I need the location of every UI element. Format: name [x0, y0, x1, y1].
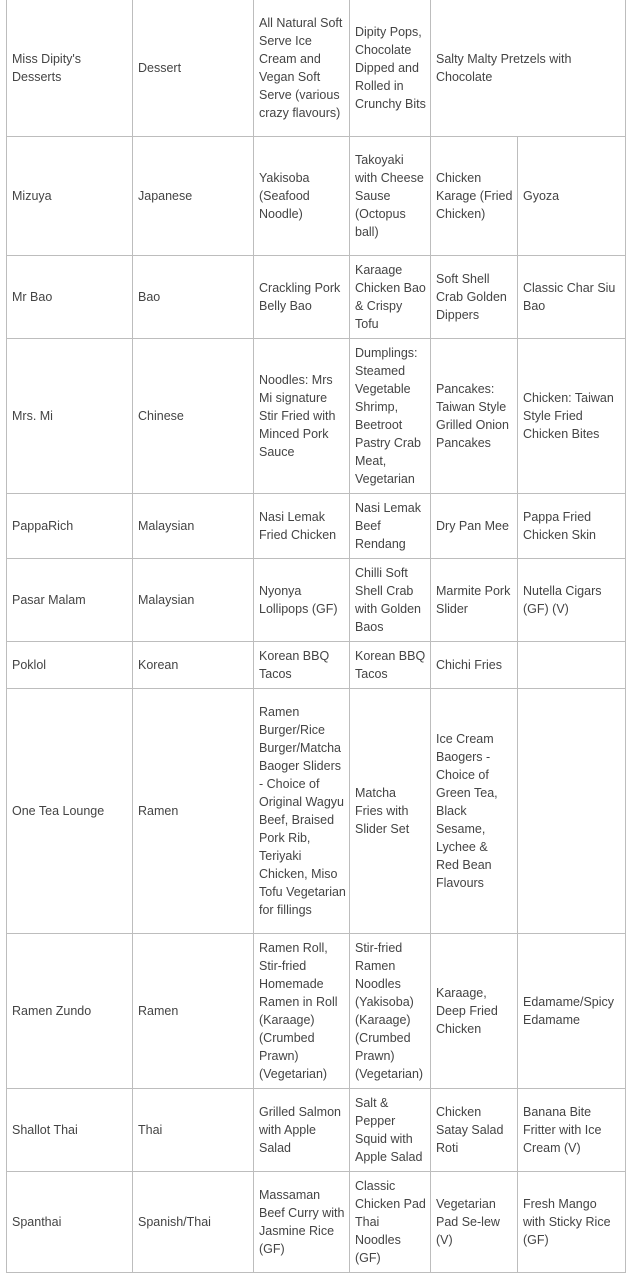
menu-item-cell: Korean BBQ Tacos	[254, 641, 350, 688]
menu-item-cell: Banana Bite Fritter with Ice Cream (V)	[518, 1088, 626, 1171]
vendor-name-cell: Mrs. Mi	[7, 338, 133, 493]
menu-item-cell: Yakisoba (Seafood Noodle)	[254, 136, 350, 255]
table-row	[7, 688, 626, 933]
table-row	[7, 136, 626, 255]
menu-item-cell: Salty Malty Pretzels with Chocolate	[431, 0, 626, 136]
cuisine-cell: Spanish/Thai	[133, 1171, 254, 1272]
vendor-name-cell: Mizuya	[7, 136, 133, 255]
menu-item-cell: Korean BBQ Tacos	[350, 641, 431, 688]
menu-item-cell: Classic Chicken Pad Thai Noodles (GF)	[350, 1171, 431, 1272]
vendor-name-cell: Ramen Zundo	[7, 933, 133, 1088]
table-row	[7, 641, 626, 688]
menu-item-cell: Grilled Salmon with Apple Salad	[254, 1088, 350, 1171]
menu-item-cell: Matcha Fries with Slider Set	[350, 688, 431, 933]
menu-item-cell: Massaman Beef Curry with Jasmine Rice (GF)	[254, 1171, 350, 1272]
menu-item-cell: Gyoza	[518, 136, 626, 255]
vendor-name-cell: Miss Dipity's Desserts	[7, 0, 133, 136]
menu-item-cell: Edamame/Spicy Edamame	[518, 933, 626, 1088]
menu-item-cell: Marmite Pork Slider	[431, 558, 518, 641]
menu-item-cell: Nutella Cigars (GF) (V)	[518, 558, 626, 641]
menu-item-cell: Dry Pan Mee	[431, 493, 518, 558]
cuisine-cell: Chinese	[133, 338, 254, 493]
menu-item-cell: Chicken Satay Salad Roti	[431, 1088, 518, 1171]
cuisine-cell: Bao	[133, 255, 254, 338]
table-row	[7, 558, 626, 641]
menu-item-cell: All Natural Soft Serve Ice Cream and Vegan Soft Serve (various crazy flavours)	[254, 0, 350, 136]
cuisine-cell: Malaysian	[133, 493, 254, 558]
cuisine-cell: Malaysian	[133, 558, 254, 641]
menu-item-cell: Ramen Roll, Stir-fried Homemade Ramen in Roll (Karaage) (Crumbed Prawn) (Vegetarian)	[254, 933, 350, 1088]
vendor-name-cell: One Tea Lounge	[7, 688, 133, 933]
menu-item-cell: Noodles: Mrs Mi signature Stir Fried with Minced Pork Sauce	[254, 338, 350, 493]
menu-item-cell: Crackling Pork Belly Bao	[254, 255, 350, 338]
table-row	[7, 933, 626, 1088]
menu-item-cell: Fresh Mango with Sticky Rice (GF)	[518, 1171, 626, 1272]
table-row	[7, 493, 626, 558]
vendor-name-cell: Pasar Malam	[7, 558, 133, 641]
table-body	[7, 0, 626, 1272]
menu-item-cell	[518, 641, 626, 688]
menu-item-cell: Karaage Chicken Bao & Crispy Tofu	[350, 255, 431, 338]
menu-item-cell: Ramen Burger/Rice Burger/Matcha Baoger Sliders - Choice of Original Wagyu Beef, Braised Pork Rib, Teriyaki Chicken, Miso Tofu Vegetarian for fillings	[254, 688, 350, 933]
cuisine-cell: Japanese	[133, 136, 254, 255]
menu-item-cell: Soft Shell Crab Golden Dippers	[431, 255, 518, 338]
menu-item-cell: Vegetarian Pad Se-lew (V)	[431, 1171, 518, 1272]
cuisine-cell: Ramen	[133, 688, 254, 933]
menu-item-cell: Nyonya Lollipops (GF)	[254, 558, 350, 641]
menu-item-cell: Ice Cream Baogers - Choice of Green Tea, Black Sesame, Lychee & Red Bean Flavours	[431, 688, 518, 933]
vendor-name-cell: Spanthai	[7, 1171, 133, 1272]
menu-item-cell: Chichi Fries	[431, 641, 518, 688]
cuisine-cell: Korean	[133, 641, 254, 688]
menu-item-cell: Chilli Soft Shell Crab with Golden Baos	[350, 558, 431, 641]
menu-item-cell: Dipity Pops, Chocolate Dipped and Rolled in Crunchy Bits	[350, 0, 431, 136]
menu-item-cell: Chicken: Taiwan Style Fried Chicken Bites	[518, 338, 626, 493]
menu-item-cell: Takoyaki with Cheese Sause (Octopus ball)	[350, 136, 431, 255]
vendor-name-cell: Mr Bao	[7, 255, 133, 338]
menu-item-cell: Stir-fried Ramen Noodles (Yakisoba) (Karaage) (Crumbed Prawn) (Vegetarian)	[350, 933, 431, 1088]
table-row	[7, 1088, 626, 1171]
menu-item-cell: Nasi Lemak Fried Chicken	[254, 493, 350, 558]
menu-item-cell: Dumplings: Steamed Vegetable Shrimp, Beetroot Pastry Crab Meat, Vegetarian	[350, 338, 431, 493]
table-row	[7, 0, 626, 136]
vendor-name-cell: Poklol	[7, 641, 133, 688]
table-row	[7, 255, 626, 338]
table-row	[7, 1171, 626, 1272]
vendor-name-cell: Shallot Thai	[7, 1088, 133, 1171]
menu-item-cell	[518, 688, 626, 933]
cuisine-cell: Ramen	[133, 933, 254, 1088]
menu-item-cell: Pappa Fried Chicken Skin	[518, 493, 626, 558]
menu-item-cell: Salt & Pepper Squid with Apple Salad	[350, 1088, 431, 1171]
menu-item-cell: Nasi Lemak Beef Rendang	[350, 493, 431, 558]
menu-item-cell: Chicken Karage (Fried Chicken)	[431, 136, 518, 255]
menu-item-cell: Karaage, Deep Fried Chicken	[431, 933, 518, 1088]
cuisine-cell: Thai	[133, 1088, 254, 1171]
table-row	[7, 338, 626, 493]
vendor-menu-table	[6, 0, 626, 1273]
cuisine-cell: Dessert	[133, 0, 254, 136]
vendor-name-cell: PappaRich	[7, 493, 133, 558]
menu-item-cell: Classic Char Siu Bao	[518, 255, 626, 338]
menu-item-cell: Pancakes: Taiwan Style Grilled Onion Pancakes	[431, 338, 518, 493]
